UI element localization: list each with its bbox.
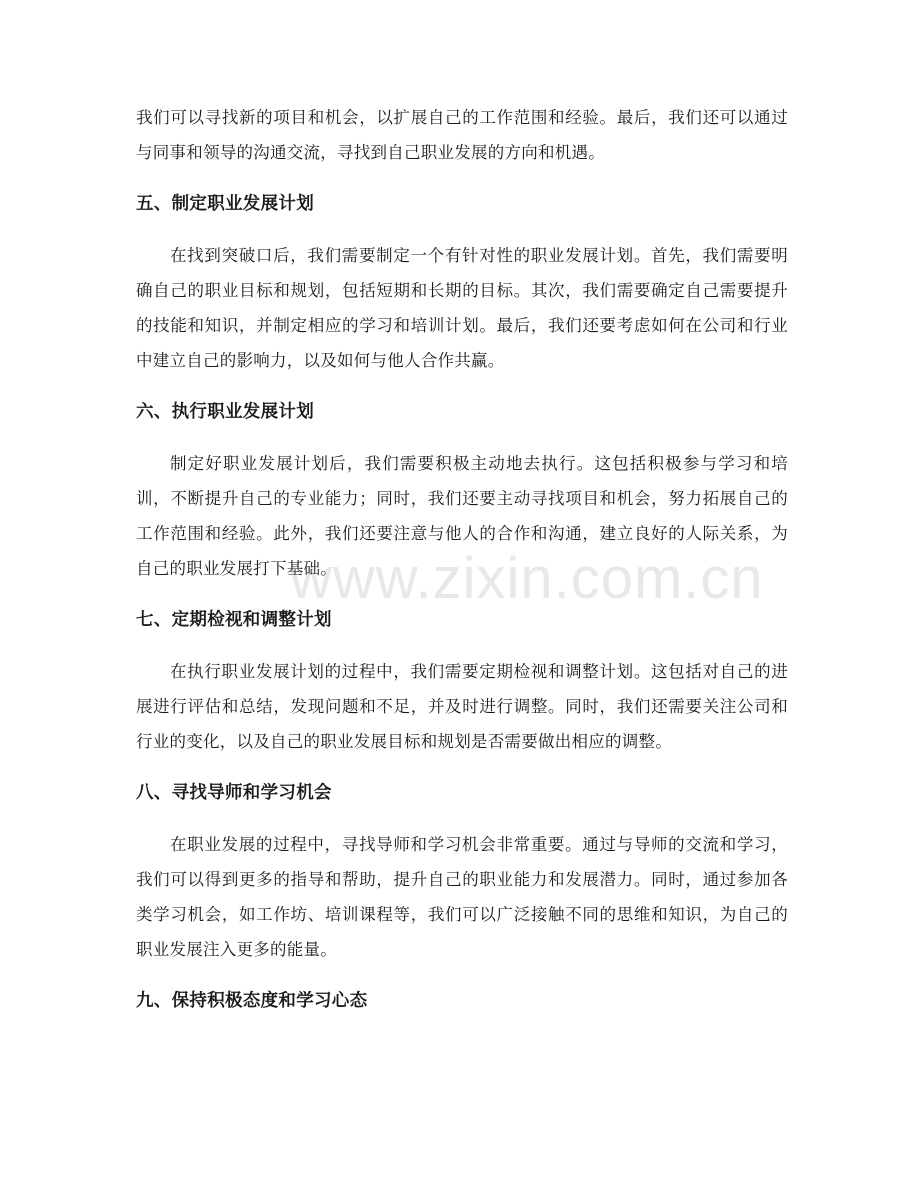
section-heading-7: 七、定期检视和调整计划 xyxy=(136,610,332,630)
watermark-text: www.zixin.com.cn xyxy=(290,546,764,611)
paragraph-section-8: 在职业发展的过程中，寻找导师和学习机会非常重要。通过与导师的交流和学习，我们可以得到更多的指导和帮助，提升自己的职业能力和发展潜力。同时，通过参加各类学习机会，如工作坊、培训课程等，我们可以广泛接触不同的思维和知识，为自己的职业发展注入更多的能量。 xyxy=(136,835,788,959)
section-heading-6: 六、执行职业发展计划 xyxy=(136,402,314,422)
section-heading-8: 八、寻找导师和学习机会 xyxy=(136,783,332,803)
section-heading-5: 五、制定职业发展计划 xyxy=(136,194,314,214)
paragraph-section-6: 制定好职业发展计划后，我们需要积极主动地去执行。这包括积极参与学习和培训，不断提升自己的专业能力；同时，我们还要主动寻找项目和机会，努力拓展自己的工作范围和经验。此外，我们还要注意与他人的合作和沟通，建立良好的人际关系，为自己的职业发展打下基础。 xyxy=(136,454,788,578)
paragraph-section-5: 在找到突破口后，我们需要制定一个有针对性的职业发展计划。首先，我们需要明确自己的职业目标和规划，包括短期和长期的目标。其次，我们需要确定自己需要提升的技能和知识，并制定相应的学习和培训计划。最后，我们还要考虑如何在公司和行业中建立自己的影响力，以及如何与他人合作共赢。 xyxy=(136,246,788,370)
paragraph-continuation: 我们可以寻找新的项目和机会，以扩展自己的工作范围和经验。最后，我们还可以通过与同事和领导的沟通交流，寻找到自己职业发展的方向和机遇。 xyxy=(136,108,788,162)
paragraph-section-7: 在执行职业发展计划的过程中，我们需要定期检视和调整计划。这包括对自己的进展进行评估和总结，发现问题和不足，并及时进行调整。同时，我们还需要关注公司和行业的变化，以及自己的职业发展目标和规划是否需要做出相应的调整。 xyxy=(136,662,788,751)
section-heading-9: 九、保持积极态度和学习心态 xyxy=(136,991,368,1011)
